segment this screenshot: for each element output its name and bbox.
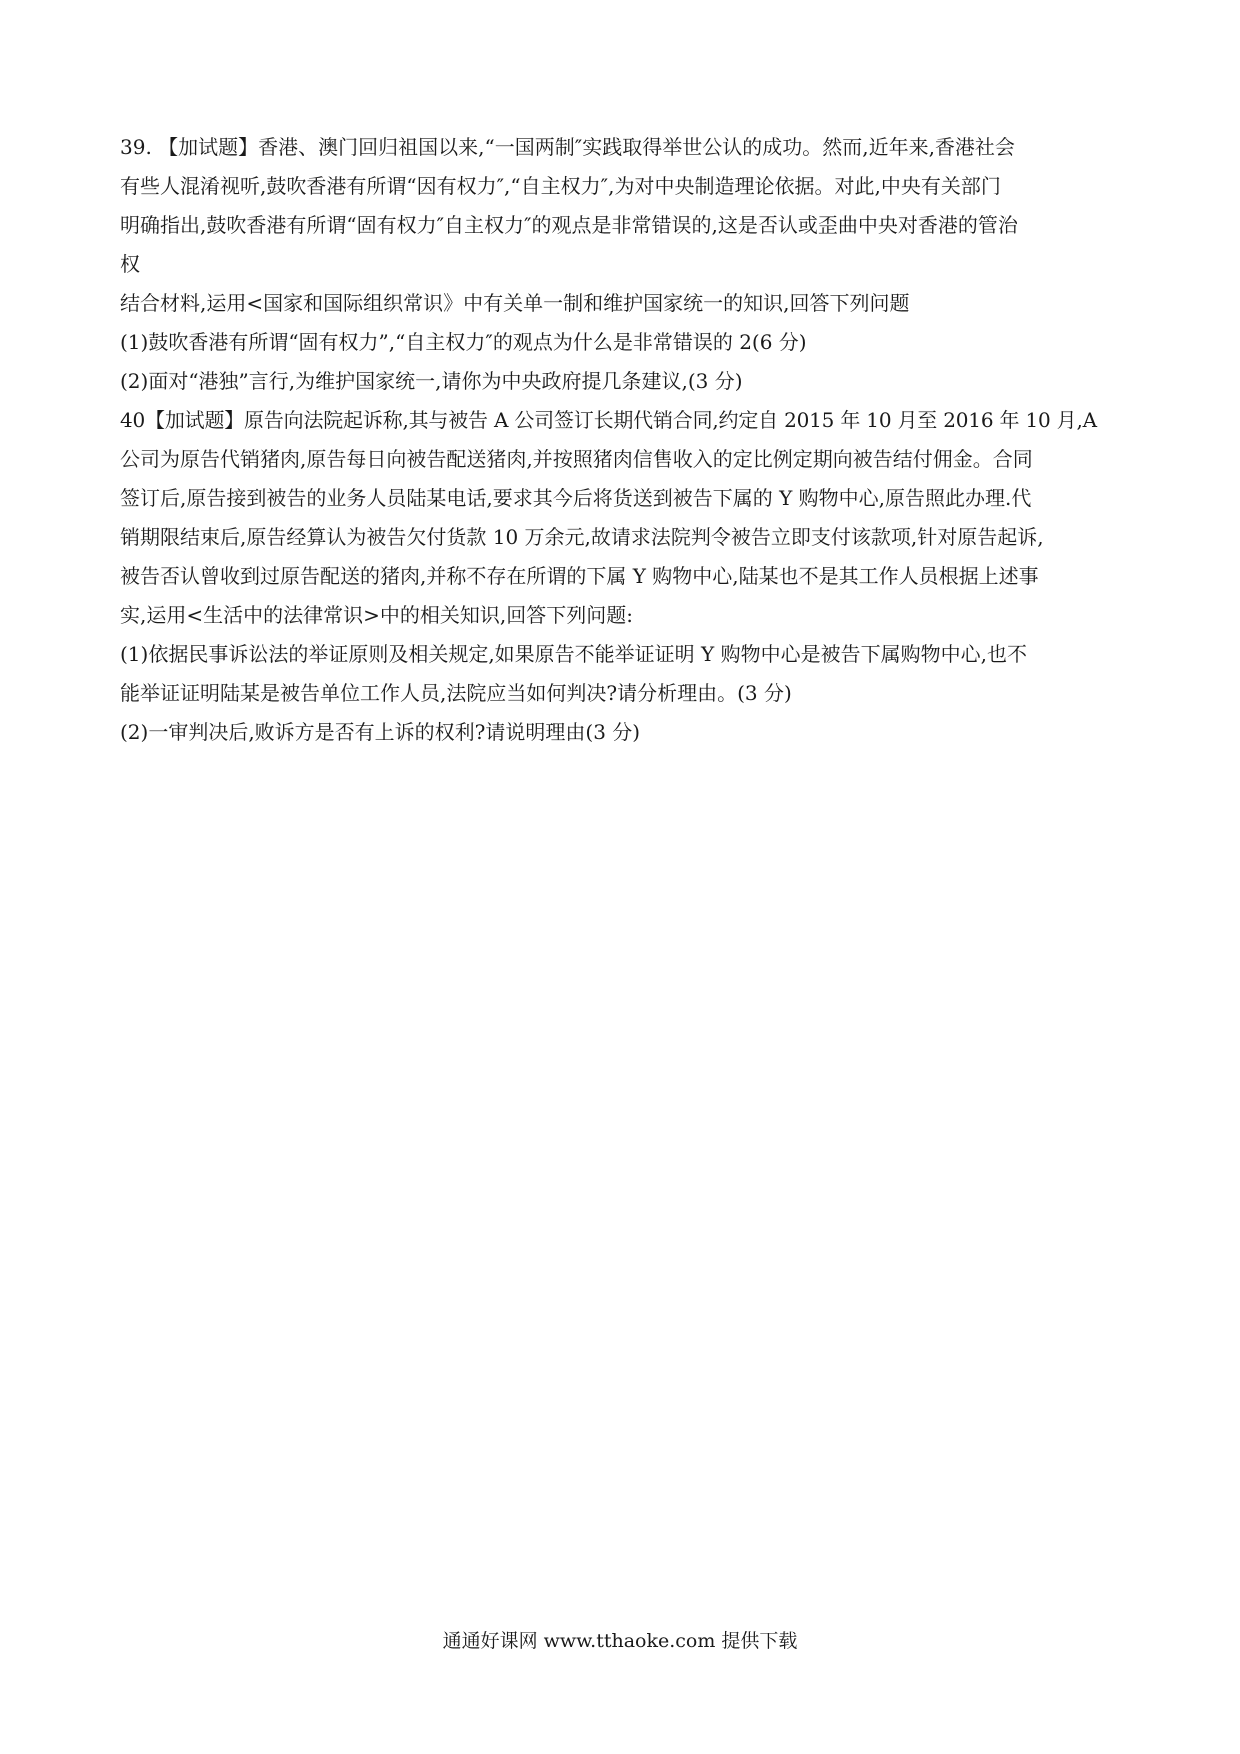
question-40-line-1: 40【加试题】原告向法院起诉称,其与被告 A 公司签订长期代销合同,约定自 2015 年 10 月至 2016 年 10 月,A [120,408,1097,432]
question-40-line-3: 签订后,原告接到被告的业务人员陆某电话,要求其今后将货送到被告下属的 Y 购物中心,原告照此办理.代 [120,486,1032,510]
question-40-subquestion-2: (2)一审判决后,败诉方是否有上诉的权利?请说明理由(3 分) [120,720,641,744]
page-footer: 通通好课网 www.tthaoke.com 提供下载 [442,1630,798,1652]
question-39-line-1: 39. 【加试题】香港、澳门回归祖国以来,“一国两制″实践取得举世公认的成功。然而,近年来,香港社会 [120,135,1015,159]
question-39-line-3: 明确指出,鼓吹香港有所谓“固有权力″自主权力″的观点是非常错误的,这是否认或歪曲中央对香港的管治 [120,213,1018,237]
question-40-subquestion-1-line-2: 能举证证明陆某是被告单位工作人员,法院应当如何判决?请分析理由。(3 分) [120,681,792,705]
question-39-line-2: 有些人混淆视听,鼓吹香港有所谓“因有权力″,“自主权力″,为对中央制造理论依据。对此,中央有关部门 [120,174,1001,198]
question-39-line-5: 结合材料,运用<国家和国际组织常识》中有关单一制和维护国家统一的知识,回答下列问题 [120,291,910,315]
question-40-line-6: 实,运用<生活中的法律常识>中的相关知识,回答下列问题: [120,603,633,627]
question-39-line-4: 权 [120,252,140,276]
question-40-line-2: 公司为原告代销猪肉,原告每日向被告配送猪肉,并按照猪肉信售收入的定比例定期向被告结付佣金。合同 [120,447,1033,471]
question-40-line-5: 被告否认曾收到过原告配送的猪肉,并称不存在所谓的下属 Y 购物中心,陆某也不是其工作人员根据上述事 [120,564,1039,588]
document-body [120,128,1130,752]
question-39-subquestion-2: (2)面对“港独”言行,为维护国家统一,请你为中央政府提几条建议,(3 分) [120,369,743,393]
question-39-subquestion-1: (1)鼓吹香港有所谓“固有权力”,“自主权力″的观点为什么是非常错误的 2(6 分) [120,330,807,354]
question-40-subquestion-1-line-1: (1)依据民事诉讼法的举证原则及相关规定,如果原告不能举证证明 Y 购物中心是被告下属购物中心,也不 [120,642,1027,666]
question-40-line-4: 销期限结束后,原告经算认为被告欠付货款 10 万余元,故请求法院判令被告立即支付该款项,针对原告起诉, [120,525,1044,549]
